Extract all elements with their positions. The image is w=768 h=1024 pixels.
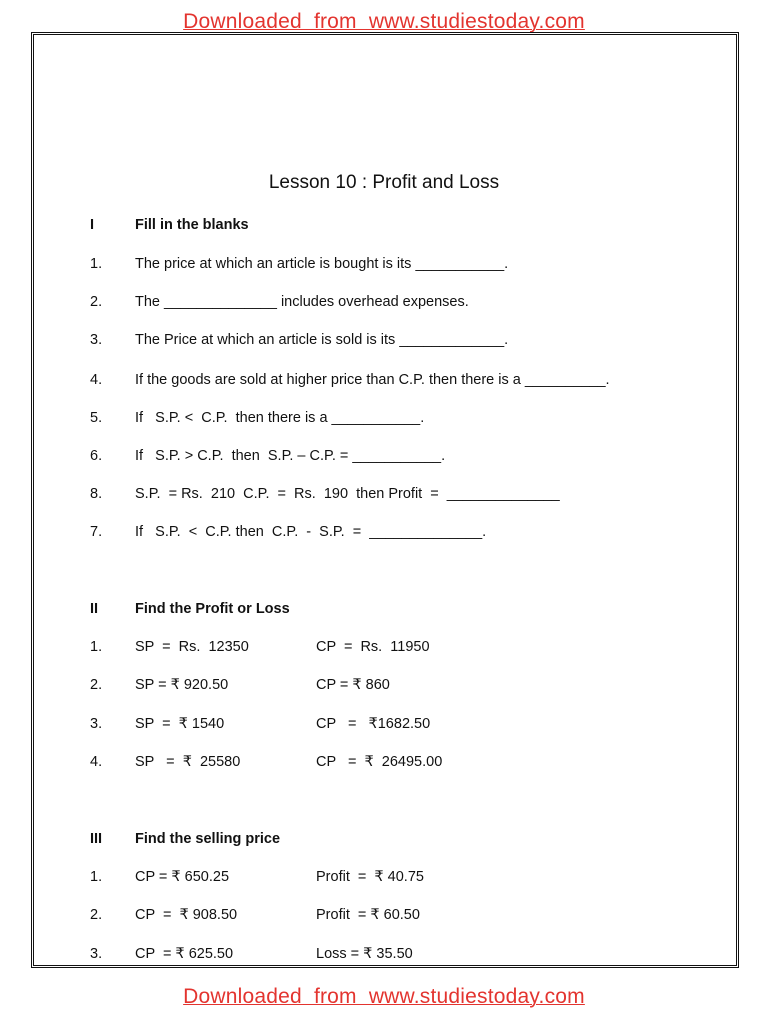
- question-row: [0, 294, 768, 316]
- question-row: [0, 448, 768, 470]
- profit-or-loss: Profit = ₹ 60.50: [316, 907, 420, 923]
- download-banner-top[interactable]: Downloaded from www.studiestoday.com: [183, 10, 585, 33]
- question-text: The Price at which an article is sold is its _____________.: [135, 332, 509, 348]
- selling-price: SP = ₹ 1540: [135, 716, 225, 732]
- cost-price: CP = ₹1682.50: [316, 716, 431, 732]
- question-row: [0, 372, 768, 394]
- cost-price: CP = ₹ 26495.00: [316, 754, 443, 770]
- question-text: The ______________ includes overhead expenses.: [135, 294, 469, 310]
- section-number: II: [90, 601, 99, 617]
- profit-or-loss: Loss = ₹ 35.50: [316, 946, 413, 962]
- selling-price: SP = ₹ 920.50: [135, 677, 229, 693]
- problem-number: 1.: [90, 869, 103, 885]
- question-number: 8.: [90, 486, 103, 502]
- question-text: S.P. = Rs. 210 C.P. = Rs. 190 then Profit = ______________: [135, 486, 560, 502]
- cost-price: CP = Rs. 11950: [316, 639, 430, 655]
- problem-row: [0, 869, 768, 891]
- question-row: [0, 486, 768, 508]
- question-text: If S.P. < C.P. then there is a ___________.: [135, 410, 425, 426]
- problem-number: 3.: [90, 716, 103, 732]
- question-number: 4.: [90, 372, 103, 388]
- problem-row: [0, 639, 768, 661]
- problem-row: [0, 754, 768, 776]
- question-number: 3.: [90, 332, 103, 348]
- question-number: 2.: [90, 294, 103, 310]
- question-number: 6.: [90, 448, 103, 464]
- question-text: If the goods are sold at higher price than C.P. then there is a __________.: [135, 372, 610, 388]
- section-1-header: [0, 217, 768, 239]
- problem-number: 2.: [90, 907, 103, 923]
- question-row: [0, 524, 768, 546]
- question-row: [0, 410, 768, 432]
- lesson-title: Lesson 10 : Profit and Loss: [268, 172, 500, 193]
- section-heading: Fill in the blanks: [135, 217, 249, 233]
- problem-number: 2.: [90, 677, 103, 693]
- question-text: The price at which an article is bought is its ___________.: [135, 256, 509, 272]
- problem-number: 4.: [90, 754, 103, 770]
- download-banner-bottom[interactable]: Downloaded from www.studiestoday.com: [183, 985, 585, 1008]
- profit-or-loss: Profit = ₹ 40.75: [316, 869, 424, 885]
- section-2-header: [0, 601, 768, 623]
- problem-number: 3.: [90, 946, 103, 962]
- cost-price: CP = ₹ 860: [316, 677, 390, 693]
- section-heading: Find the selling price: [135, 831, 281, 847]
- question-number: 1.: [90, 256, 103, 272]
- selling-price: SP = Rs. 12350: [135, 639, 249, 655]
- question-number: 5.: [90, 410, 103, 426]
- section-number: III: [90, 831, 103, 847]
- question-text: If S.P. < C.P. then C.P. - S.P. = ______________.: [135, 524, 487, 540]
- problem-number: 1.: [90, 639, 103, 655]
- problem-row: [0, 716, 768, 738]
- problem-row: [0, 907, 768, 929]
- question-number: 7.: [90, 524, 103, 540]
- section-heading: Find the Profit or Loss: [135, 601, 290, 617]
- section-3-header: [0, 831, 768, 853]
- cost-price: CP = ₹ 908.50: [135, 907, 238, 923]
- selling-price: SP = ₹ 25580: [135, 754, 241, 770]
- section-number: I: [90, 217, 95, 233]
- question-row: [0, 256, 768, 278]
- question-row: [0, 332, 768, 354]
- cost-price: CP = ₹ 650.25: [135, 869, 230, 885]
- question-text: If S.P. > C.P. then S.P. – C.P. = ___________.: [135, 448, 446, 464]
- problem-row: [0, 677, 768, 699]
- problem-row: [0, 946, 768, 968]
- cost-price: CP = ₹ 625.50: [135, 946, 234, 962]
